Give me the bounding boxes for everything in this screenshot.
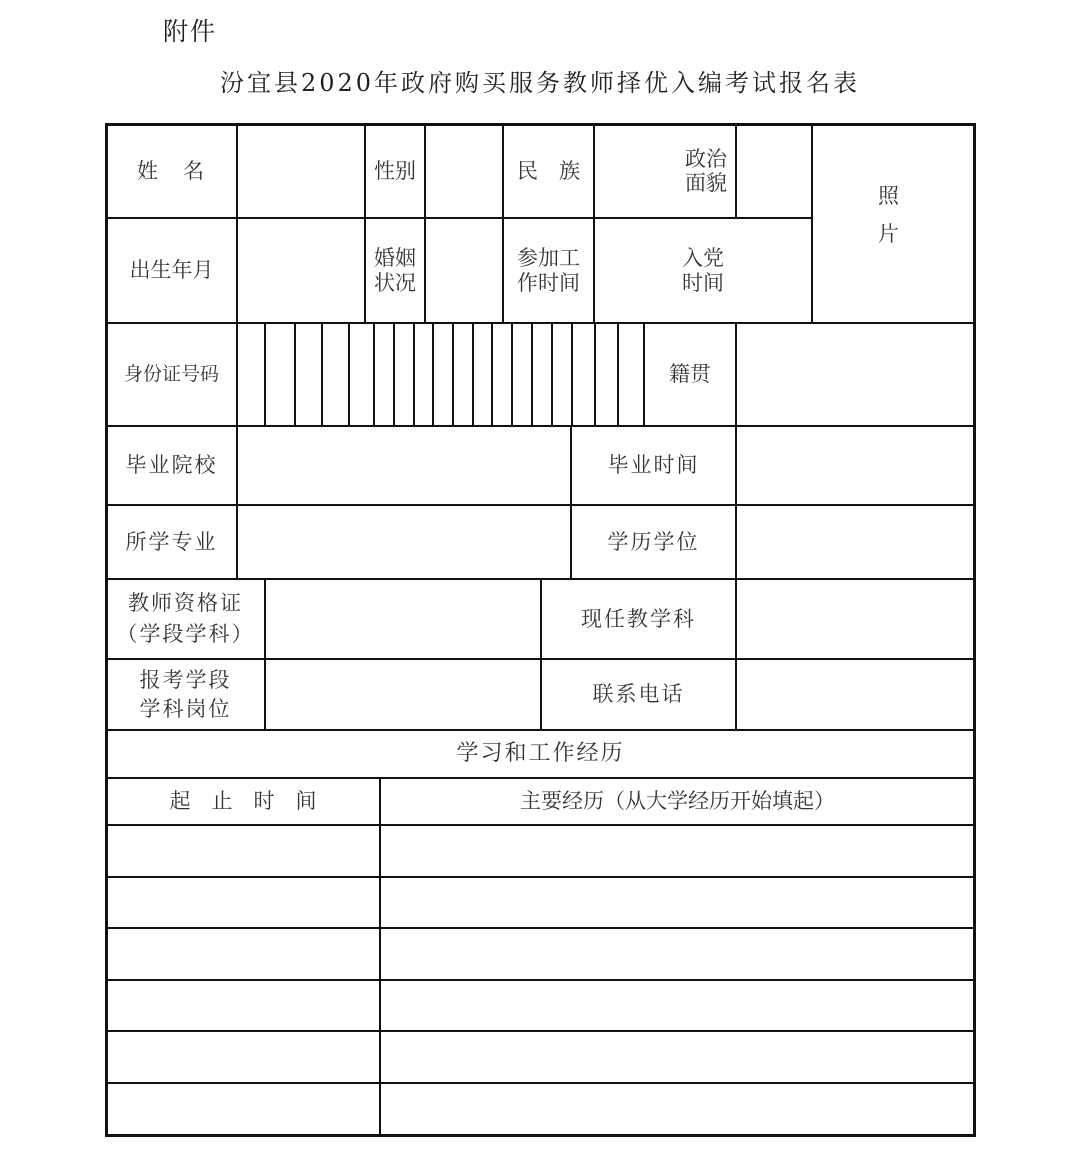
id-grid-line <box>472 323 474 426</box>
id-grid-line <box>413 323 415 426</box>
id-grid-line <box>551 323 553 426</box>
history-header: 学习和工作经历 <box>456 741 625 767</box>
id-grid-line <box>432 323 434 426</box>
id-grid-line <box>617 323 619 426</box>
row-line <box>106 876 975 878</box>
label-ethnicity: 民 族 <box>517 158 580 183</box>
label-gender: 性别 <box>374 158 416 183</box>
row-line <box>106 979 975 981</box>
label-political: 政治 面貌 <box>685 146 727 195</box>
photo-box: 照 片 <box>878 184 899 246</box>
col-line <box>379 778 381 1135</box>
label-teacher-cert: 教师资格证 （学段学科） <box>116 590 255 646</box>
id-grid-line <box>531 323 533 426</box>
col-line <box>424 124 426 323</box>
id-grid-line <box>511 323 513 426</box>
label-apply-post: 报考学段 学科岗位 <box>139 668 232 721</box>
label-id-number: 身份证号码 <box>123 362 219 385</box>
label-grad-time: 毕业时间 <box>607 453 700 478</box>
label-school: 毕业院校 <box>125 453 218 478</box>
id-grid-line <box>294 323 296 426</box>
label-party-join: 入党 时间 <box>682 246 724 295</box>
row-line <box>106 824 975 826</box>
col-line <box>236 426 238 579</box>
id-grid-line <box>571 323 573 426</box>
col-line <box>735 323 737 730</box>
id-grid-line <box>393 323 395 426</box>
id-grid-line <box>264 323 266 426</box>
label-main-history: 主要经历（从大学经历开始填起） <box>520 789 835 814</box>
label-current-subject: 现任教学科 <box>581 606 696 631</box>
id-grid-line <box>594 323 596 426</box>
row-line <box>106 927 975 929</box>
label-marital: 婚姻 状况 <box>374 246 416 295</box>
col-line <box>236 124 238 426</box>
id-grid-line <box>452 323 454 426</box>
id-grid-line <box>348 323 350 426</box>
label-phone: 联系电话 <box>592 682 685 707</box>
label-major: 所学专业 <box>125 529 218 554</box>
form-title: 汾宜县2020年政府购买服务教师择优入编考试报名表 <box>219 69 861 97</box>
label-period: 起 止 时 间 <box>169 789 317 814</box>
label-degree: 学历学位 <box>607 529 700 554</box>
id-grid-line <box>373 323 375 426</box>
label-name: 姓 名 <box>137 158 206 183</box>
attachment-label: 附件 <box>163 17 218 46</box>
id-grid-line <box>321 323 323 426</box>
row-line <box>106 1082 975 1084</box>
label-native-place: 籍贯 <box>669 362 711 387</box>
id-grid-line <box>491 323 493 426</box>
label-birth: 出生年月 <box>129 258 214 283</box>
row-line <box>106 1030 975 1032</box>
col-line <box>264 579 266 730</box>
col-line <box>735 124 737 218</box>
label-work-start: 参加工 作时间 <box>517 246 580 295</box>
